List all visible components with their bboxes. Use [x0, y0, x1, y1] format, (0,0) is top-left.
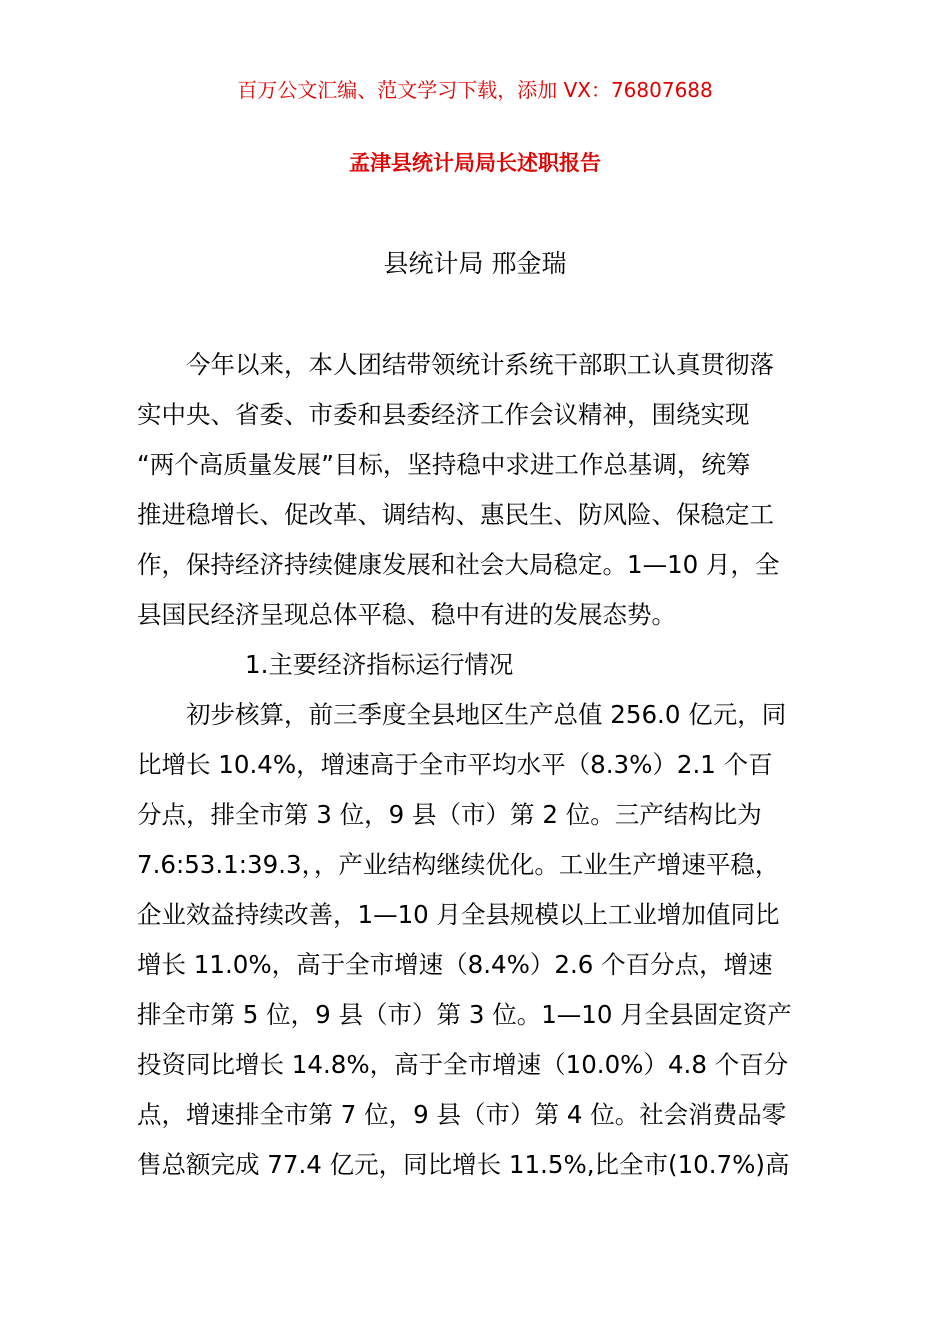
paragraph-line: “两个高质量发展”目标，坚持稳中求进工作总基调，统筹 — [137, 450, 751, 479]
paragraph-line: 县国民经济呈现总体平稳、稳中有进的发展态势。 — [137, 600, 676, 629]
header-note: 百万公文汇编、范文学习下载，添加 VX：76807688 — [237, 78, 713, 102]
paragraph-line: 投资同比增长 14.8%，高于全市增速（10.0%）4.8 个百分 — [137, 1050, 789, 1079]
paragraph-line: 作，保持经济持续健康发展和社会大局稳定。1—10 月，全 — [137, 550, 780, 579]
paragraph-line: 推进稳增长、促改革、调结构、惠民生、防风险、保稳定工 — [137, 500, 774, 529]
document-title: 孟津县统计局局长述职报告 — [349, 151, 601, 175]
paragraph-line: 今年以来，本人团结带领统计系统干部职工认真贯彻落 — [186, 350, 774, 379]
paragraph-line: 初步核算，前三季度全县地区生产总值 256.0 亿元，同 — [186, 700, 787, 729]
body-text — [137, 340, 837, 1190]
paragraph-line: 增长 11.0%，高于全市增速（8.4%）2.6 个百分点，增速 — [137, 950, 773, 979]
paragraph-line: 7.6:53.1:39.3，，产业结构继续优化。工业生产增速平稳， — [137, 850, 780, 879]
paragraph-line: 售总额完成 77.4 亿元，同比增长 11.5%,比全市(10.7%)高 — [137, 1150, 790, 1179]
paragraph-line: 比增长 10.4%，增速高于全市平均水平（8.3%）2.1 个百 — [137, 750, 773, 779]
paragraph-line: 排全市第 5 位，9 县（市）第 3 位。1—10 月全县固定资产 — [137, 1000, 792, 1029]
paragraph-line: 分点，排全市第 3 位，9 县（市）第 2 位。三产结构比为 — [137, 800, 762, 829]
paragraph-line: 企业效益持续改善，1—10 月全县规模以上工业增加值同比 — [137, 900, 780, 929]
paragraph-line: 实中央、省委、市委和县委经济工作会议精神，围绕实现 — [137, 400, 750, 429]
document-author: 县统计局 邢金瑞 — [383, 249, 567, 278]
section-heading: 1.主要经济指标运行情况 — [245, 650, 514, 679]
paragraph-line: 点，增速排全市第 7 位，9 县（市）第 4 位。社会消费品零 — [137, 1100, 787, 1129]
